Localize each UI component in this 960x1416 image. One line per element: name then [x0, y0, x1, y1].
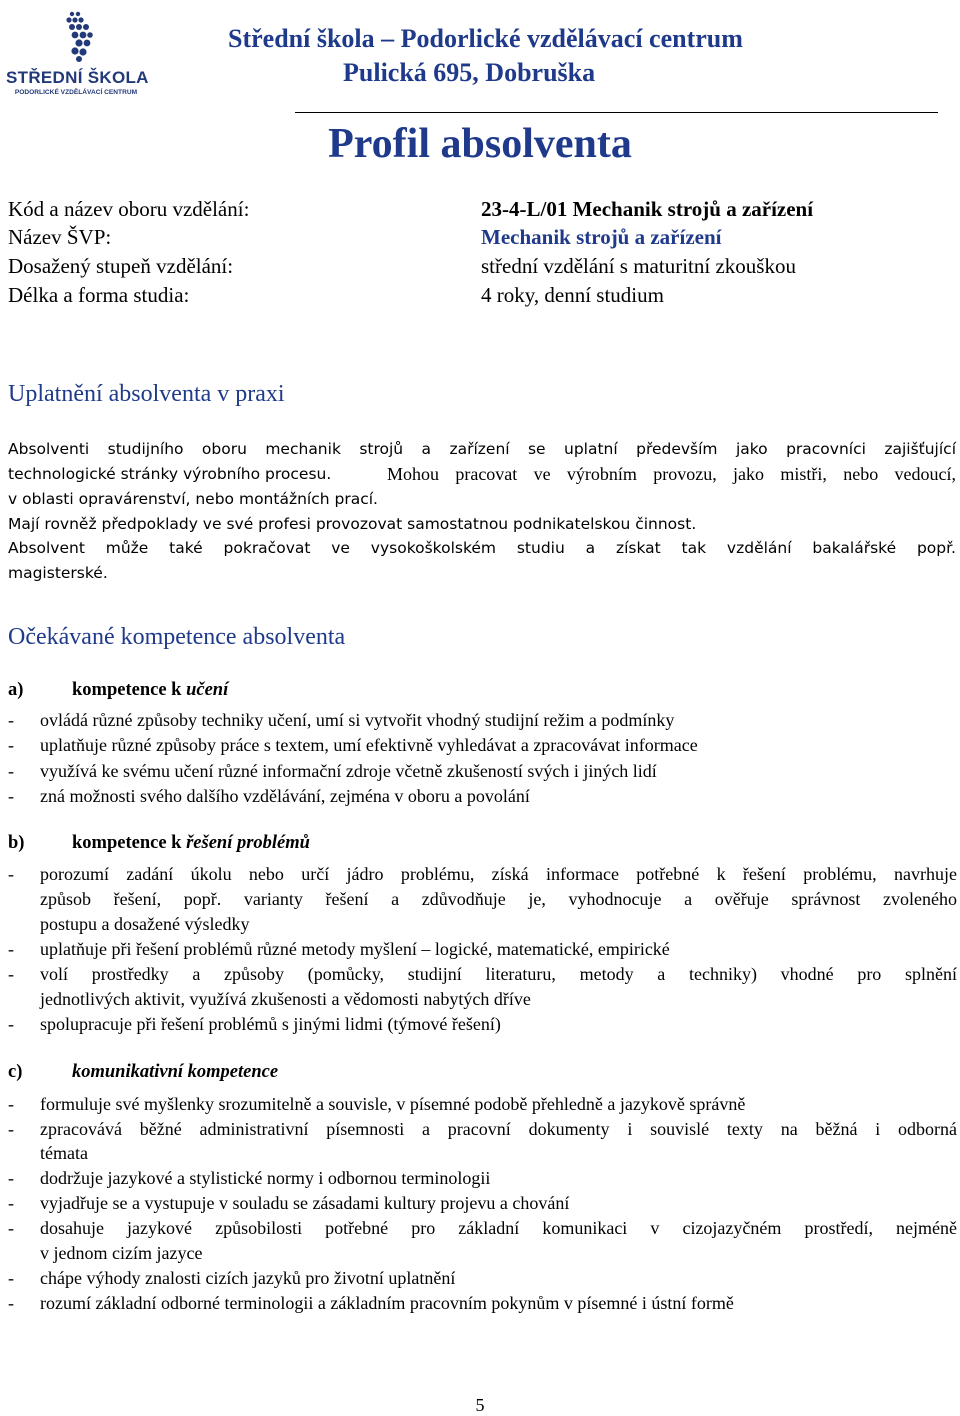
list-item-continuation: způsob řešení, popř. varianty řešení a zdůvodňuje je, vyhodnocuje a ověřuje správnost zvoleného — [40, 889, 957, 909]
paragraph-line: Mohou pracovat ve výrobním provozu, jako mistři, nebo vedoucí, — [387, 464, 956, 484]
bullet-dash: - — [8, 964, 14, 984]
bullet-dash: - — [8, 1218, 14, 1238]
list-item-continuation: jednotlivých aktivit, využívá zkušenosti a vědomosti nabytých dříve — [40, 989, 531, 1009]
list-item: porozumí zadání úkolu nebo určí jádro problému, získá informace potřebné k řešení problému, navrhuje — [40, 864, 957, 884]
list-item-continuation: témata — [40, 1143, 88, 1163]
header-divider — [295, 112, 938, 113]
list-item: dodržuje jazykové a stylistické normy i odbornou terminologii — [40, 1168, 491, 1188]
list-item: zpracovává běžné administrativní písemnosti a pracovní dokumenty i souvislé texty na běžná i odborná — [40, 1119, 957, 1139]
competence-letter-b: b) — [8, 833, 25, 853]
bullet-dash: - — [8, 735, 14, 755]
info-value-svp: Mechanik strojů a zařízení — [481, 225, 722, 249]
info-value-obor: 23-4-L/01 Mechanik strojů a zařízení — [481, 197, 814, 221]
bullet-dash: - — [8, 939, 14, 959]
bullet-dash: - — [8, 710, 14, 730]
list-item: uplatňuje při řešení problémů různé metody myšlení – logické, matematické, empirické — [40, 939, 670, 959]
page-title: Profil absolventa — [328, 121, 632, 167]
list-item: spolupracuje při řešení problémů s jinými lidmi (týmové řešení) — [40, 1014, 501, 1034]
list-item: volí prostředky a způsoby (pomůcky, studijní literaturu, metody a techniky) vhodné pro splnění — [40, 964, 957, 984]
bullet-dash: - — [8, 1014, 14, 1034]
list-item: formuluje své myšlenky srozumitelně a souvisle, v písemné podobě přehledně a jazykově správně — [40, 1094, 746, 1114]
info-label-svp: Název ŠVP: — [8, 225, 112, 249]
list-item: ovládá různé způsoby techniky učení, umí si vytvořit vhodný studijní režim a podmínky — [40, 710, 675, 730]
page-number: 5 — [475, 1395, 485, 1415]
bullet-dash: - — [8, 864, 14, 884]
logo-subtitle: PODORLICKÉ VZDĚLÁVACÍ CENTRUM — [14, 89, 138, 96]
bullet-dash: - — [8, 1193, 14, 1213]
bullet-dash: - — [8, 1119, 14, 1139]
school-address: Pulická 695, Dobruška — [343, 58, 596, 87]
list-item: rozumí základní odborné terminologii a základním pracovním pokynům v písemné i ústní formě — [40, 1293, 734, 1313]
paragraph-line: magisterské. — [8, 564, 108, 582]
paragraph-line: technologické stránky výrobního procesu. — [8, 465, 332, 483]
list-item: využívá ke svému učení různé informační zdroje včetně zkušeností svých i jiných lidí — [40, 761, 657, 781]
school-logo — [6, 10, 149, 96]
info-label-stupen: Dosažený stupeň vzdělání: — [8, 254, 234, 278]
info-label-delka: Délka a forma studia: — [8, 283, 190, 307]
bullet-dash: - — [8, 1094, 14, 1114]
list-item: vyjadřuje se a vystupuje v souladu se zásadami kultury projevu a chování — [40, 1193, 570, 1213]
paragraph-line: Absolvent může také pokračovat ve vysokoškolském studiu a získat tak vzdělání bakalářské popř. — [8, 539, 956, 557]
section-heading-kompetence: Očekávané kompetence absolventa — [8, 624, 346, 650]
paragraph-line: v oblasti opravárenství, nebo montážních prací. — [8, 490, 378, 508]
competence-letter-a: a) — [8, 680, 24, 700]
bullet-dash: - — [8, 1293, 14, 1313]
list-item: chápe výhody znalosti cizích jazyků pro životní uplatnění — [40, 1268, 456, 1288]
competence-title-reseni-problemu: kompetence k řešení problémů — [72, 833, 310, 853]
section-heading-uplatneni: Uplatnění absolventa v praxi — [8, 381, 285, 407]
info-label-obor: Kód a název oboru vzdělání: — [8, 197, 250, 221]
info-value-stupen: střední vzdělání s maturitní zkouškou — [481, 254, 796, 278]
competence-title-komunikativni: komunikativní kompetence — [72, 1062, 279, 1082]
list-item-continuation: postupu a dosažené výsledky — [40, 914, 250, 934]
competence-title-uceni: kompetence k učení — [72, 680, 229, 700]
list-item: zná možnosti svého dalšího vzdělávání, zejména v oboru a povolání — [40, 786, 530, 806]
bullet-dash: - — [8, 1268, 14, 1288]
bullet-dash: - — [8, 786, 14, 806]
paragraph-line: Absolventi studijního oboru mechanik strojů a zařízení se uplatní především jako pracovníci zajišťující — [8, 440, 956, 458]
list-item: uplatňuje různé způsoby práce s textem, umí efektivně vyhledávat a zpracovávat informace — [40, 735, 698, 755]
list-item: dosahuje jazykové způsobilosti potřebné pro základní komunikaci v cizojazyčném prostředí, nejméně — [40, 1218, 957, 1238]
school-name: Střední škola – Podorlické vzdělávací centrum — [228, 24, 743, 53]
paragraph-line: Mají rovněž předpoklady ve své profesi provozovat samostatnou podnikatelskou činnost. — [8, 515, 697, 533]
logo-dots-icon — [64, 10, 94, 62]
info-value-delka: 4 roky, denní studium — [481, 283, 664, 307]
competence-letter-c: c) — [8, 1062, 23, 1082]
bullet-dash: - — [8, 1168, 14, 1188]
list-item-continuation: v jednom cizím jazyce — [40, 1243, 203, 1263]
logo-name: STŘEDNÍ ŠKOLA — [6, 68, 149, 87]
bullet-dash: - — [8, 761, 14, 781]
